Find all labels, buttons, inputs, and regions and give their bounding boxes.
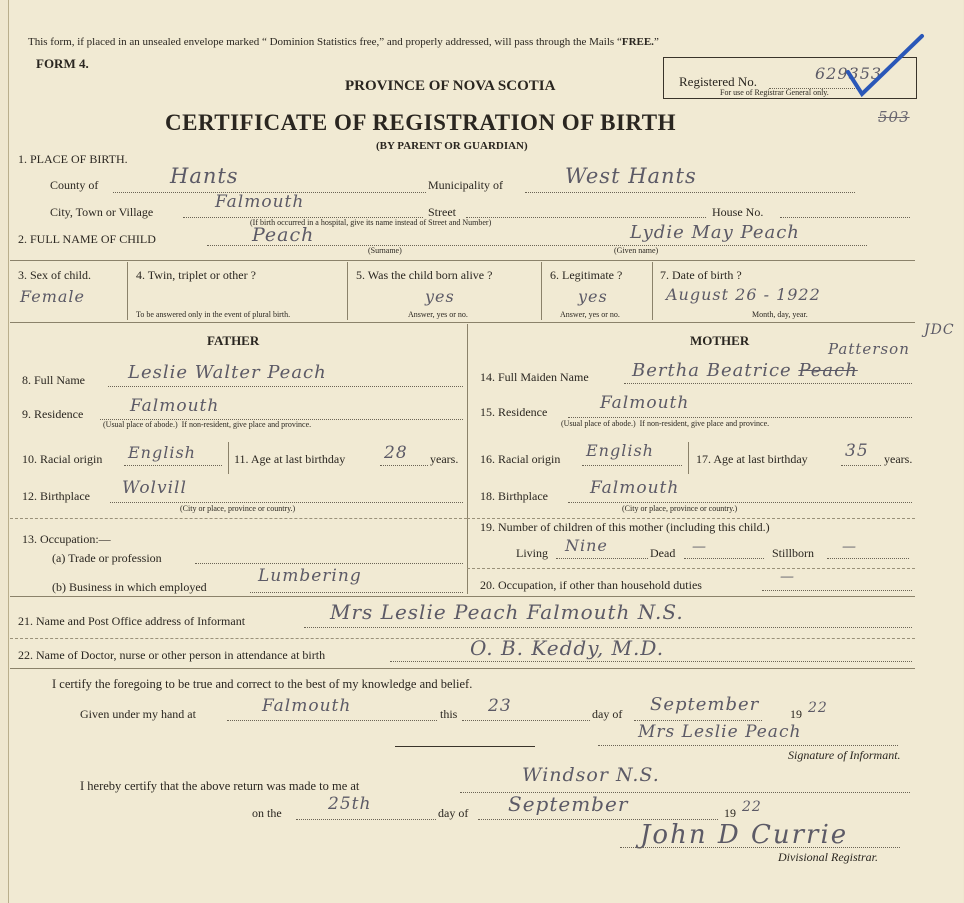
house-label: House No. bbox=[712, 205, 764, 219]
child-name-label: 2. FULL NAME OF CHILD bbox=[18, 232, 156, 246]
given-label: Given under my hand at bbox=[80, 707, 196, 721]
reg-year-prefix: 19 bbox=[724, 806, 736, 820]
child-given-value: Lydie May Peach bbox=[630, 222, 800, 243]
mother-residence-note bbox=[561, 419, 769, 428]
legitimate-note: Answer, yes or no. bbox=[560, 310, 620, 319]
father-years: years. bbox=[430, 452, 459, 466]
father-name-label: 8. Full Name bbox=[22, 373, 85, 387]
mother-age-label: 17. Age at last birthday bbox=[696, 452, 808, 466]
doctor-value: O. B. Keddy, M.D. bbox=[470, 636, 665, 660]
father-heading: FATHER bbox=[207, 333, 260, 348]
alive-label: 5. Was the child born alive ? bbox=[356, 268, 493, 282]
father-birthplace-note: (City or place, province or country.) bbox=[180, 504, 296, 513]
father-residence-note-a: (Usual place of abode.) bbox=[103, 420, 178, 429]
reg-month-value: September bbox=[508, 792, 629, 816]
cell-divider-4 bbox=[652, 262, 653, 320]
county-value: Hants bbox=[170, 164, 239, 188]
alive-value: yes bbox=[425, 287, 455, 306]
sex-label: 3. Sex of child. bbox=[18, 268, 91, 282]
father-business-line bbox=[250, 592, 463, 593]
correction-initials: JDC bbox=[924, 322, 955, 338]
city-value: Falmouth bbox=[215, 192, 305, 212]
blue-check-mark bbox=[840, 30, 930, 100]
father-age-line bbox=[380, 465, 428, 466]
registrar-caption: Divisional Registrar. bbox=[778, 850, 879, 864]
this-label: this bbox=[440, 707, 458, 721]
stillborn-label: Stillborn bbox=[772, 546, 815, 560]
hospital-note: (If birth occurred in a hospital, give its name instead of Street and Number) bbox=[250, 218, 492, 227]
cell-divider-3 bbox=[541, 262, 542, 320]
corner-number: 503 bbox=[878, 108, 910, 126]
father-residence-note-b: If non-resident, give place and province. bbox=[181, 420, 312, 429]
father-business-label: (b) Business in which employed bbox=[52, 580, 207, 594]
mother-name-struck: Peach bbox=[798, 360, 858, 381]
house-line bbox=[780, 217, 910, 218]
registrar-note: For use of Registrar General only. bbox=[720, 88, 829, 97]
mail-notice-close: ” bbox=[653, 36, 659, 48]
municipality-line bbox=[525, 192, 855, 193]
certificate-title: CERTIFICATE OF REGISTRATION OF BIRTH bbox=[165, 110, 676, 135]
registered-value: 629353 bbox=[815, 64, 883, 83]
father-age-label: 11. Age at last birthday bbox=[234, 452, 346, 466]
certify-statement: I certify the foregoing to be true and correct to the best of my knowledge and belief. bbox=[52, 677, 473, 691]
mother-name-correction: Patterson bbox=[828, 340, 910, 358]
form-number: FORM 4. bbox=[36, 56, 89, 71]
legitimate-label: 6. Legitimate ? bbox=[550, 268, 623, 282]
year-prefix: 19 bbox=[790, 707, 802, 721]
certificate-subtitle: (BY PARENT OR GUARDIAN) bbox=[376, 140, 528, 152]
father-trade-label: (a) Trade or profession bbox=[52, 551, 162, 565]
mother-racial-label: 16. Racial origin bbox=[480, 452, 561, 466]
year-value: 22 bbox=[808, 700, 828, 716]
father-birthplace-line bbox=[110, 502, 463, 503]
father-occupation-label: 13. Occupation:— bbox=[22, 532, 111, 546]
month-value: September bbox=[650, 694, 760, 715]
mother-residence-value: Falmouth bbox=[600, 393, 690, 413]
mother-age-value: 35 bbox=[845, 441, 869, 461]
reg-year-value: 22 bbox=[742, 799, 762, 815]
mother-occupation-value: — bbox=[780, 569, 795, 585]
doctor-label: 22. Name of Doctor, nurse or other person in attendance at birth bbox=[18, 648, 326, 662]
mother-divider-children bbox=[467, 518, 915, 519]
child-surname-value: Peach bbox=[252, 224, 315, 246]
registrar-statement: I hereby certify that the above return was made to me at bbox=[80, 779, 360, 793]
day-value: 23 bbox=[488, 696, 512, 716]
divider-child-top bbox=[10, 260, 915, 261]
father-age-divider bbox=[228, 442, 229, 474]
cell-divider-1 bbox=[127, 262, 128, 320]
street-line bbox=[466, 217, 706, 218]
mother-divider-occupation bbox=[467, 568, 915, 569]
divider-certify-top bbox=[10, 668, 915, 669]
municipality-label: Municipality of bbox=[428, 178, 503, 192]
sex-value: Female bbox=[20, 287, 85, 306]
mother-name-label: 14. Full Maiden Name bbox=[480, 370, 589, 384]
father-birthplace-value: Wolvill bbox=[122, 478, 187, 498]
mother-birthplace-line bbox=[568, 502, 912, 503]
dob-value: August 26 - 1922 bbox=[666, 285, 821, 304]
registrar-signature: John D Currie bbox=[640, 820, 849, 850]
mother-age-line bbox=[841, 465, 881, 466]
father-name-value: Leslie Walter Peach bbox=[128, 362, 327, 383]
mother-heading: MOTHER bbox=[690, 333, 750, 348]
father-residence-note bbox=[103, 420, 311, 429]
mother-residence-line bbox=[568, 417, 912, 418]
divider-informant-top bbox=[10, 596, 915, 597]
mother-name-given: Bertha Beatrice bbox=[632, 360, 792, 381]
mail-notice bbox=[28, 36, 659, 48]
father-trade-line bbox=[195, 563, 463, 564]
father-name-line bbox=[108, 386, 463, 387]
stillborn-value: — bbox=[842, 539, 857, 555]
living-line bbox=[556, 558, 648, 559]
divider-doctor-top bbox=[10, 638, 915, 639]
given-place-line bbox=[227, 720, 437, 721]
dob-note: Month, day, year. bbox=[752, 310, 808, 319]
mother-occupation-line bbox=[762, 590, 912, 591]
cell-divider-2 bbox=[347, 262, 348, 320]
twin-label: 4. Twin, triplet or other ? bbox=[136, 268, 256, 282]
signature-short-line bbox=[395, 746, 535, 747]
father-residence-value: Falmouth bbox=[130, 396, 220, 416]
father-business-value: Lumbering bbox=[258, 566, 362, 586]
dob-label: 7. Date of birth ? bbox=[660, 268, 742, 282]
mother-racial-value: English bbox=[586, 441, 654, 460]
mother-birthplace-label: 18. Birthplace bbox=[480, 489, 548, 503]
day-of-label: day of bbox=[592, 707, 623, 721]
reg-day-of-label: day of bbox=[438, 806, 469, 820]
informant-signature-caption: Signature of Informant. bbox=[788, 748, 901, 762]
informant-label: 21. Name and Post Office address of Informant bbox=[18, 614, 246, 628]
legitimate-value: yes bbox=[578, 287, 608, 306]
mother-residence-label: 15. Residence bbox=[480, 405, 548, 419]
mother-birthplace-value: Falmouth bbox=[590, 478, 680, 498]
given-place-value: Falmouth bbox=[262, 696, 352, 716]
municipality-value: West Hants bbox=[565, 164, 697, 188]
place-section-label: 1. PLACE OF BIRTH. bbox=[18, 152, 128, 166]
city-label: City, Town or Village bbox=[50, 205, 154, 219]
dead-value: — bbox=[692, 539, 707, 555]
surname-caption: (Surname) bbox=[368, 246, 402, 255]
informant-value: Mrs Leslie Peach Falmouth N.S. bbox=[330, 600, 684, 624]
county-label: County of bbox=[50, 178, 99, 192]
mother-name-value bbox=[632, 360, 858, 381]
mother-name-line bbox=[624, 383, 912, 384]
doctor-line bbox=[390, 661, 912, 662]
informant-signature-line bbox=[598, 745, 898, 746]
mother-residence-note-b: If non-resident, give place and province. bbox=[639, 419, 770, 428]
mother-years: years. bbox=[884, 452, 913, 466]
twin-note: To be answered only in the event of plural birth. bbox=[136, 310, 291, 319]
father-racial-line bbox=[124, 465, 222, 466]
reg-day-value: 25th bbox=[328, 794, 372, 814]
registrar-signature-line bbox=[620, 847, 900, 848]
living-value: Nine bbox=[565, 536, 608, 555]
mother-occupation-label: 20. Occupation, if other than household duties bbox=[480, 578, 702, 592]
dead-line bbox=[684, 558, 764, 559]
mother-birthplace-note: (City or place, province or country.) bbox=[622, 504, 738, 513]
father-racial-label: 10. Racial origin bbox=[22, 452, 103, 466]
father-residence-label: 9. Residence bbox=[22, 407, 84, 421]
parents-center-divider bbox=[467, 324, 468, 594]
mother-children-label: 19. Number of children of this mother (including this child.) bbox=[480, 520, 770, 534]
mother-age-divider bbox=[688, 442, 689, 474]
father-divider-occupation bbox=[10, 518, 467, 519]
dead-label: Dead bbox=[650, 546, 676, 560]
stillborn-line bbox=[827, 558, 909, 559]
day-line bbox=[462, 720, 590, 721]
mail-notice-text: This form, if placed in an unsealed envelope marked “ Dominion Statistics free,” and properly addressed, will pass through the Mails “ bbox=[28, 36, 622, 48]
father-age-value: 28 bbox=[384, 443, 408, 463]
reg-day-line bbox=[296, 819, 436, 820]
informant-line bbox=[304, 627, 912, 628]
alive-note: Answer, yes or no. bbox=[408, 310, 468, 319]
street-label: Street bbox=[428, 205, 456, 219]
on-the-label: on the bbox=[252, 806, 282, 820]
month-line bbox=[634, 720, 762, 721]
registered-label: Registered No. bbox=[679, 74, 757, 89]
mother-racial-line bbox=[582, 465, 682, 466]
living-label: Living bbox=[516, 546, 548, 560]
registrar-place: Windsor N.S. bbox=[522, 764, 660, 786]
mother-residence-note-a: (Usual place of abode.) bbox=[561, 419, 636, 428]
informant-signature: Mrs Leslie Peach bbox=[638, 722, 802, 742]
province-heading: PROVINCE OF NOVA SCOTIA bbox=[345, 78, 556, 94]
divider-parents-top bbox=[10, 322, 915, 323]
father-birthplace-label: 12. Birthplace bbox=[22, 489, 90, 503]
mail-notice-free: FREE. bbox=[621, 36, 654, 48]
given-caption: (Given name) bbox=[614, 246, 659, 255]
father-racial-value: English bbox=[128, 443, 196, 462]
